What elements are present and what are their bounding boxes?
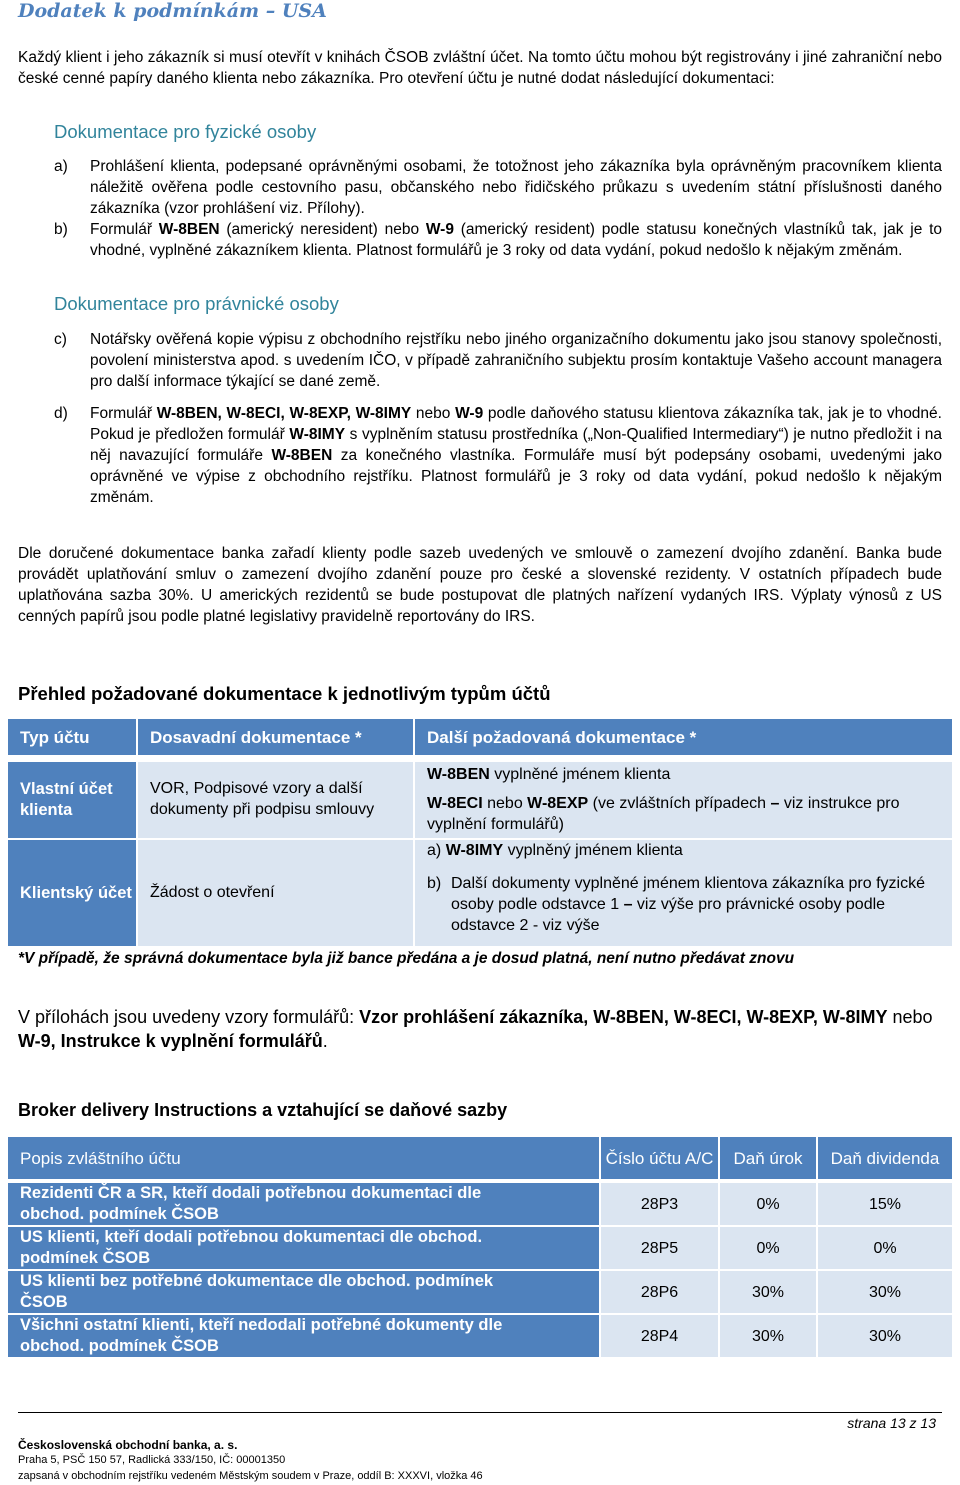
broker-row-desc: US klienti bez potřebné dokumentace dle obchod. podmínek ČSOB [8,1271,599,1313]
list-item-d [54,403,942,508]
broker-row-desc: Rezidenti ČR a SR, kteří dodali potřebnou dokumentaci dle obchod. podmínek ČSOB [8,1183,599,1225]
broker-row-urok: 30% [720,1271,816,1313]
list-item-a [54,156,942,219]
item-text: Prohlášení klienta, podepsané oprávněnými osobami, že totožnost jeho zákazníka byla oprávněným pracovníkem klienta náležitě ověřena podle cestovního pasu, občanského nebo řidičského průkazu s uvedením státní příslušnosti daného zákazníka (vzor prohlášení viz. Přílohy). [90,158,942,217]
overview-row1-docs: VOR, Podpisové vzory a další dokumenty při podpisu smlouvy [138,762,413,838]
broker-row-ac: 28P6 [601,1271,718,1313]
page-number: strana 13 z 13 [847,1415,936,1431]
broker-row-dividenda: 30% [818,1315,952,1357]
broker-col-cislo: Číslo účtu A/C [601,1137,718,1179]
overview-row2-docs: Žádost o otevření [138,840,413,946]
broker-col-popis: Popis zvláštního účtu [8,1137,599,1179]
footer-divider [18,1412,942,1413]
footer-company: Československá obchodní banka, a. s. [18,1438,238,1452]
item-label: d) [54,405,68,422]
broker-row-desc: US klienti, kteří dodali potřebnou dokumentaci dle obchod. podmínek ČSOB [8,1227,599,1269]
intro-paragraph: Každý klient i jeho zákazník si musí otevřít v knihách ČSOB zvláštní účet. Na tomto účtu mohou být registrovány i jiné zahraniční nebo české cenné papíry daného klienta nebo zákazníka. Pro otevření účtu je nutné dodat následující dokumentaci: [18,49,942,87]
overview-row1-type: Vlastní účet klienta [8,762,136,838]
attachments-paragraph: V přílohách jsou uvedeny vzory formulářů: Vzor prohlášení zákazníka, W-8BEN, W-8ECI, W-8EXP, W-8IMY nebo W-9, Instrukce k vyplnění formulářů. [18,1007,933,1051]
page-header-title: Dodatek k podmínkám – USA [18,0,327,22]
broker-row-dividenda: 15% [818,1183,952,1225]
overview-row1-dalsi: W-8BEN vyplněné jménem klienta W-8ECI nebo W-8EXP (ve zvláštních případech – viz instrukce pro vyplnění formulářů) [415,762,952,838]
overview-footnote: *V případě, že správná dokumentace byla již bance předána a je dosud platná, není nutno předávat znovu [18,950,795,967]
overview-row2-dalsi: a) W-8IMY vyplněný jménem klienta b) Další dokumenty vyplněné jménem klientova zákazníka pro fyzické osoby podle odstavce 1 – viz výše pro právnické osoby podle odstavce 2 - viz výše [415,840,952,946]
list-item-c [54,329,942,392]
overview-heading: Přehled požadované dokumentace k jednotlivým typům účtů [18,683,551,704]
footer-registry: zapsaná v obchodním rejstříku vedeném Městským soudem v Praze, oddíl B: XXXVI, vložka 46 [18,1470,483,1482]
broker-row-ac: 28P3 [601,1183,718,1225]
overview-col-dalsi: Další požadovaná dokumentace * [415,719,952,755]
section-heading-fyzicke: Dokumentace pro fyzické osoby [54,121,317,142]
footer-address: Praha 5, PSČ 150 57, Radlická 333/150, IČ: 00001350 [18,1454,286,1466]
broker-heading: Broker delivery Instructions a vztahující se daňové sazby [18,1100,508,1120]
broker-row-urok: 0% [720,1183,816,1225]
broker-row-desc: Všichni ostatní klienti, kteří nedodali potřebné dokumenty dle obchod. podmínek ČSOB [8,1315,599,1357]
overview-row2-type: Klientský účet [8,840,136,946]
list-item-b [54,219,942,261]
broker-row-dividenda: 0% [818,1227,952,1269]
item-text: Formulář W-8BEN, W-8ECI, W-8EXP, W-8IMY nebo W-9 podle daňového statusu klientova zákazníka tak, jak je to vhodné. Pokud je předložen formulář W-8IMY s vyplněním statusu prostředníka („Non-Qualified Intermediary“) je nutno předložit i na něj navazující formuláře W-8BEN za konečného vlastníka. Formuláře musí být podepsány osobami, uvedenými jako oprávněné ve výpise z obchodního rejstříku. Platnost formulářů je 3 roky od data vydání, pokud nedošlo k nějakým změnám. [90,405,942,506]
broker-col-dividenda: Daň dividenda [818,1137,952,1179]
item-text: Notářsky ověřená kopie výpisu z obchodního rejstříku nebo jiného organizačního dokumentu jako jsou stanovy společnosti, povolení ministerstva apod. s uvedením IČO, v případě zahraničního subjektu prosím kontaktuje Vašeho account managera pro další informace týkající se dané země. [90,331,942,390]
broker-row-dividenda: 30% [818,1271,952,1313]
item-label: a) [54,158,68,175]
overview-col-typ: Typ účtu [8,719,136,755]
item-text: Formulář W-8BEN (americký neresident) nebo W-9 (americký resident) podle statusu konečných vlastníků tak, jak je to vhodné, vyplněné zákazníkem klienta. Platnost formulářů je 3 roky od data vydání, pokud nedošlo k nějakým změnám. [90,221,943,259]
overview-col-dosavadni: Dosavadní dokumentace * [138,719,413,755]
item-label: b) [54,221,68,238]
broker-row-ac: 28P4 [601,1315,718,1357]
broker-row-urok: 30% [720,1315,816,1357]
broker-col-urok: Daň úrok [720,1137,816,1179]
tax-paragraph: Dle doručené dokumentace banka zařadí klienty podle sazeb uvedených ve smlouvě o zamezení dvojího zdanění. Banka bude provádět uplatňování smluv o zamezení dvojího zdanění pouze pro české a slovenské rezidenty. V ostatních případech bude uplatňována sazba 30%. U amerických rezidentů se bude postupovat dle platných nařízení vydaných IRS. Výplaty výnosů z US cenných papírů jsou podle platné legislativy pravidelně reportovány do IRS. [18,545,942,625]
broker-row-urok: 0% [720,1227,816,1269]
item-label: c) [54,331,67,348]
broker-row-ac: 28P5 [601,1227,718,1269]
section-heading-pravnicke: Dokumentace pro právnické osoby [54,293,339,314]
